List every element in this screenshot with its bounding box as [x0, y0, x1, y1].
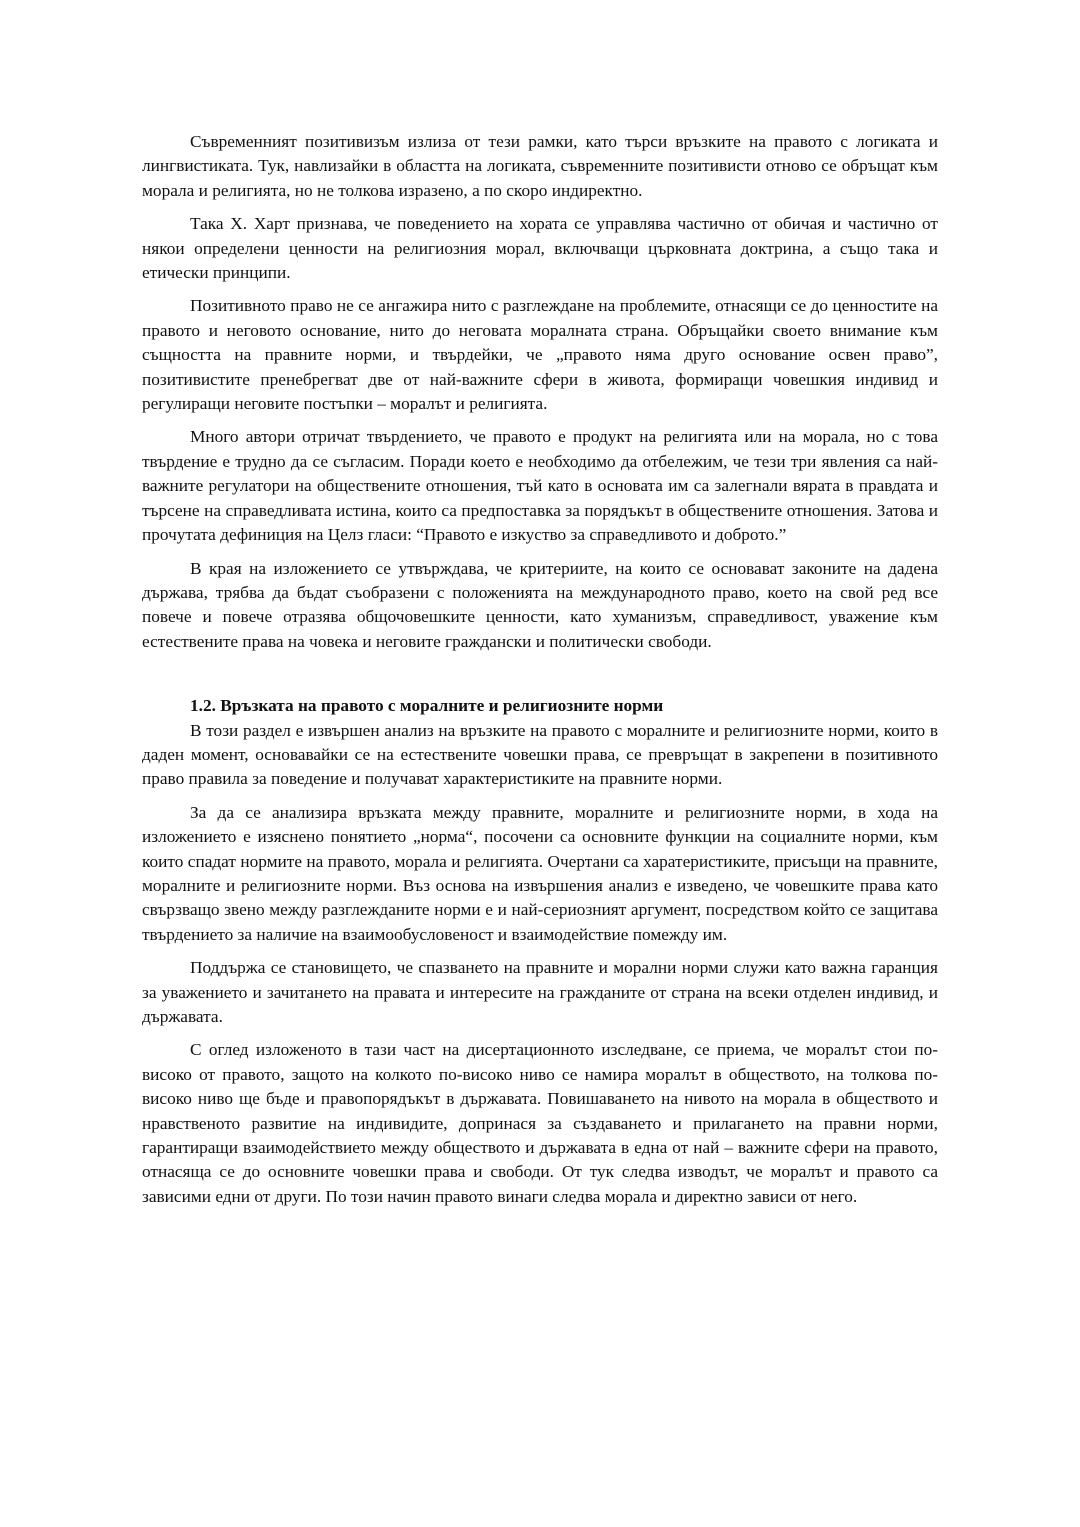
paragraph: Позитивното право не се ангажира нито с разглеждане на проблемите, отнасящи се до ценностите на правото и неговото основание, нито до неговата моралната страна. Обръщайки своето внимание към същността на правните норми, и твърдейки, че „правото няма друго основание освен право”, позитивистите пренебрегват две от най-важните сфери в живота, формиращи човешкия индивид и регулиращи неговите постъпки – моралът и религията.: [142, 296, 938, 414]
page-body: [142, 130, 938, 1218]
paragraph: С оглед изложеното в тази част на дисертационното изследване, се приема, че моралът стои по-високо от правото, защото на колкото по-високо ниво се намира моралът в обществото, на толкова по-високо ниво ще бъде и правопорядъкът в държавата. Повишаването на нивото на морала в обществото и нравственото развитие на индивидите, допринася за създаването и прилагането на правни норми, гарантиращи взаимодействието между обществото и държавата в една от най – важните сфери на правото, отнасяща се до основните човешки права и свободи. От тук следва изводът, че моралът и правото са зависими едни от други. По този начин правото винаги следва морала и директно зависи от него.: [142, 1040, 938, 1206]
section-heading: 1.2. Връзката на правото с моралните и религиозните норми: [190, 696, 664, 716]
paragraph: В края на изложението се утвърждава, че критериите, на които се основават законите на дадена държава, трябва да бъдат съобразени с положенията на международното право, което на свой ред все повече и повече отразява общочовешките ценности, като хуманизъм, справедливост, уважение към естествените права на човека и неговите граждански и политически свободи.: [142, 558, 938, 651]
paragraph: Много автори отричат твърдението, че правото е продукт на религията или на морала, но с това твърдение е трудно да се съгласим. Поради което е необходимо да отбележим, че тези три явления са най-важните регулатори на обществените отношения, тъй като в основата им са залегнали вярата в правдата и търсене на справедливата истина, които са предпоставка за порядъкът в обществените отношения. Затова и прочутата дефиниция на Целз гласи: “Правото е изкуство за справедливото и доброто.”: [142, 427, 938, 545]
paragraph: Съвременният позитивизъм излиза от тези рамки, като търси връзките на правото с логиката и лингвистиката. Тук, навлизайки в областта на логиката, съвременните позитивисти отново се обръщат към морала и религията, но не толкова изразено, а по скоро индиректно.: [142, 132, 938, 200]
paragraph: За да се анализира връзката между правните, моралните и религиозните норми, в хода на изложението е изяснено понятието „норма“, посочени са основните функции на социалните норми, към които спадат нормите на правото, морала и религията. Очертани са харатеристиките, присъщи на правните, моралните и религиозните норми. Въз основа на извършения анализ е изведено, че човешките права като свързващо звено между разглежданите норми е и най-сериозният аргумент, посредством който се защитава твърдението за наличие на взаимообусловеност и взаимодействие помежду им.: [142, 802, 938, 944]
paragraph: Поддържа се становището, че спазването на правните и морални норми служи като важна гаранция за уважението и зачитането на правата и интересите на гражданите от страна на всеки отделен индивид, и държавата.: [142, 958, 938, 1026]
paragraph: Така Х. Харт признава, че поведението на хората се управлява частично от обичая и частично от някои определени ценности на религиозния морал, включващи църковната доктрина, а също така и етически принципи.: [142, 214, 938, 283]
paragraph: В този раздел е извършен анализ на връзките на правото с моралните и религиозните норми, които в даден момент, основавайки се на естествените човешки права, се превръщат в закрепени в позитивното право правила за поведение и получават характеристиките на правните норми.: [142, 720, 938, 789]
